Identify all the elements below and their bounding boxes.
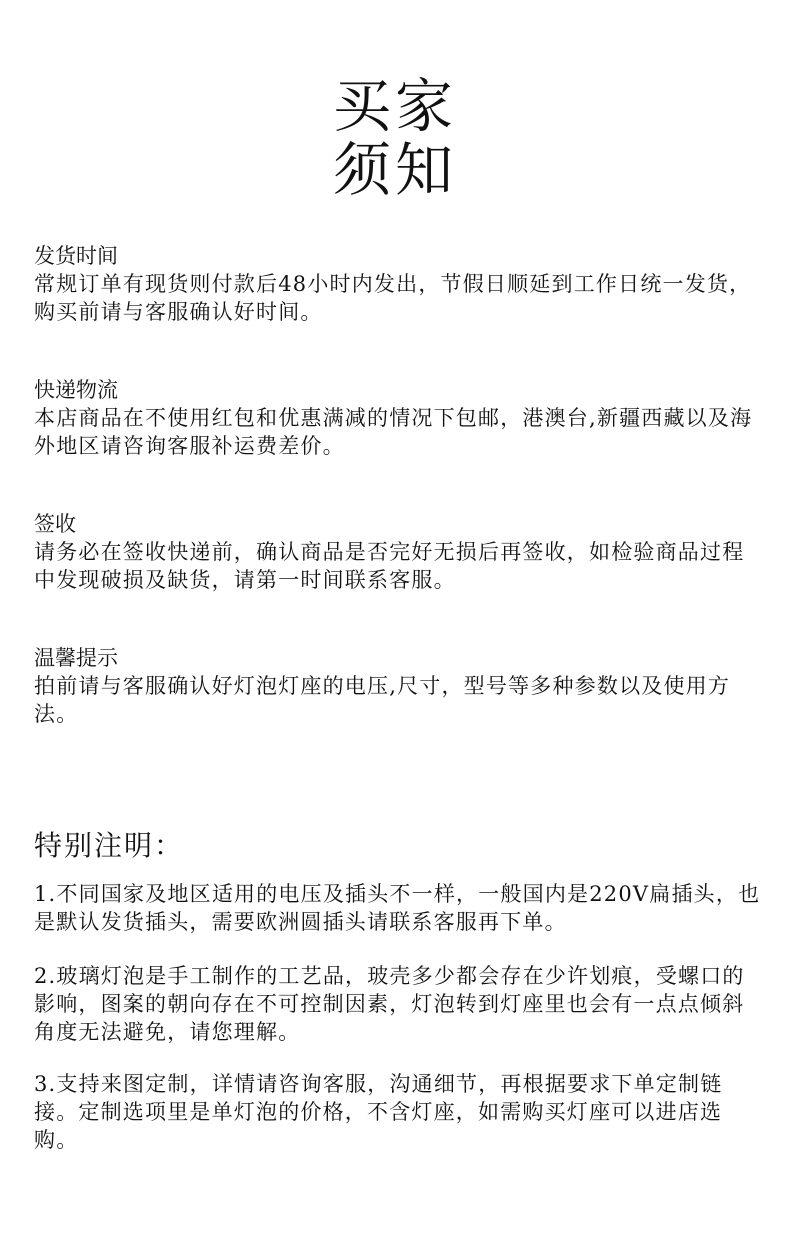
section-heading: 温馨提示 [34,646,118,670]
section-sign-for [34,510,764,594]
title-line-2: 须知 [332,136,457,204]
section-body: 请务必在签收快递前，确认商品是否完好无损后再签收，如检验商品过程中发现破损及缺货，请第一时间联系客服。 [34,540,745,592]
section-express-logistics [34,376,764,460]
section-friendly-tips [34,644,764,728]
special-note-3: 3.支持来图定制，详情请咨询客服，沟通细节，再根据要求下单定制链接。定制选项里是单灯泡的价格，不含灯座，如需购买灯座可以进店选购。 [34,1072,723,1152]
special-note-1: 1.不同国家及地区适用的电压及插头不一样，一般国内是220V扁插头，也是默认发货插头，需要欧洲圆插头请联系客服再下单。 [34,882,761,934]
page-title [0,74,790,202]
section-heading: 发货时间 [34,244,118,268]
section-heading: 签收 [34,512,76,536]
section-body: 拍前请与客服确认好灯泡灯座的电压,尺寸，型号等多种参数以及使用方法。 [34,674,731,726]
section-shipping-time [34,242,764,326]
special-notes-heading: 特别注明： [34,829,185,862]
section-body: 本店商品在不使用红包和优惠满减的情况下包邮，港澳台,新疆西藏以及海外地区请咨询客服补运费差价。 [34,406,753,458]
special-note-2: 2.玻璃灯泡是手工制作的工艺品，玻壳多少都会存在少许划痕，受螺口的影响，图案的朝向存在不可控制因素，灯泡转到灯座里也会有一点点倾斜角度无法避免，请您理解。 [34,964,745,1044]
title-line-1: 买家 [332,72,457,140]
section-heading: 快递物流 [34,378,118,402]
section-body: 常规订单有现货则付款后48小时内发出，节假日顺延到工作日统一发货，购买前请与客服确认好时间。 [34,272,752,324]
